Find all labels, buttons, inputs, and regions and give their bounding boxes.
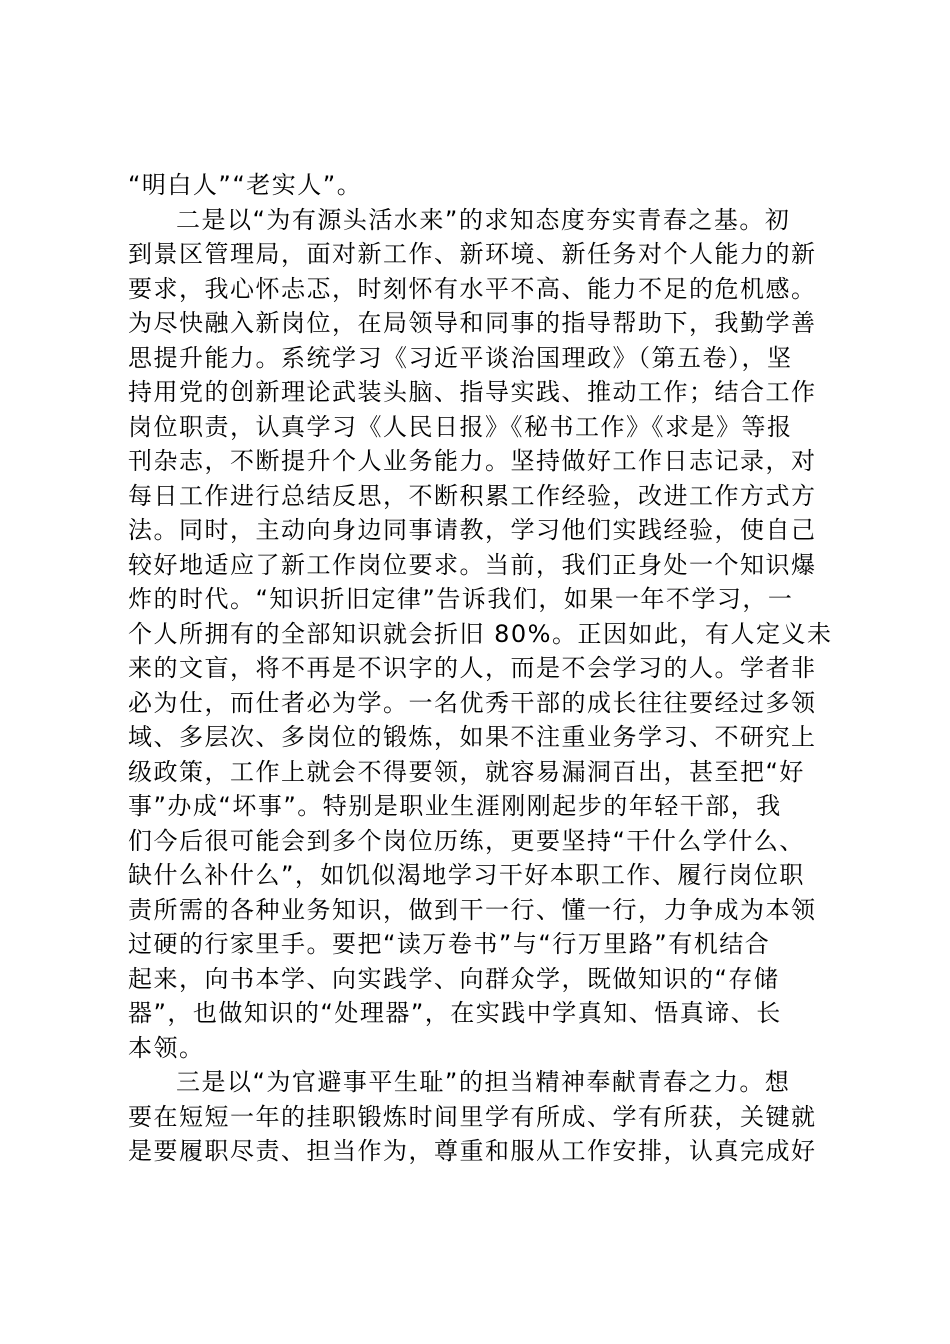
text-line: 较好地适应了新工作岗位要求。当前，我们正身处一个知识爆 xyxy=(128,550,817,579)
text-line: 持用党的创新理论武装头脑、指导实践、推动工作；结合工作 xyxy=(128,378,817,406)
text-line: 炸的时代。“知识折旧定律”告诉我们，如果一年不学习，一 xyxy=(128,585,794,613)
paragraph-3-start: 三是以“为官避事平生耻”的担当精神奉献青春之力。想 xyxy=(176,1068,791,1096)
text-line: 必为仕，而仕者必为学。一名优秀干部的成长往往要经过多领 xyxy=(128,688,817,717)
text-line: 个人所拥有的全部知识就会折旧 80%。正因如此，有人定义未 xyxy=(128,619,833,648)
body-text xyxy=(128,168,833,1169)
text-line: 器”，也做知识的“处理器”，在实践中学真知、悟真谛、长 xyxy=(128,999,782,1027)
text-line: 要在短短一年的挂职锻炼时间里学有所成、学有所获，关键就 xyxy=(128,1102,817,1131)
text-line: 法。同时，主动向身边同事请教，学习他们实践经验，使自己 xyxy=(128,516,817,544)
text-line: 来的文盲，将不再是不识字的人，而是不会学习的人。学者非 xyxy=(128,654,817,682)
text-line: 是要履职尽责、担当作为，尊重和服从工作安排，认真完成好 xyxy=(128,1137,817,1165)
text-line: 到景区管理局，面对新工作、新环境、新任务对个人能力的新 xyxy=(128,240,817,268)
text-line: 们今后很可能会到多个岗位历练，更要坚持“干什么学什么、 xyxy=(128,826,805,855)
text-line: “明白人”“老实人”。 xyxy=(128,171,363,199)
text-line: 责所需的各种业务知识，做到干一行、懂一行，力争成为本领 xyxy=(128,895,817,924)
text-line: 思提升能力。系统学习《习近平谈治国理政》（第五卷），坚 xyxy=(128,343,793,372)
text-line: 刊杂志，不断提升个人业务能力。坚持做好工作日志记录，对 xyxy=(128,447,817,475)
text-line: 岗位职责，认真学习《人民日报》《秘书工作》《求是》等报 xyxy=(128,412,793,441)
text-line: 为尽快融入新岗位，在局领导和同事的指导帮助下，我勤学善 xyxy=(128,309,817,337)
text-line: 域、多层次、多岗位的锻炼，如果不注重业务学习、不研究上 xyxy=(128,723,817,751)
text-line: 本领。 xyxy=(128,1033,205,1062)
text-line: 每日工作进行总结反思，不断积累工作经验，改进工作方式方 xyxy=(128,481,817,510)
text-line: 级政策，工作上就会不得要领，就容易漏洞百出，甚至把“好 xyxy=(128,757,805,786)
text-line: 事”办成“坏事”。特别是职业生涯刚刚起步的年轻干部，我 xyxy=(128,792,782,820)
paragraph-2-start: 二是以“为有源头活水来”的求知态度夯实青春之基。初 xyxy=(176,205,791,234)
text-line: 过硬的行家里手。要把“读万卷书”与“行万里路”有机结合 xyxy=(128,930,771,958)
text-line: 要求，我心怀忐忑，时刻怀有水平不高、能力不足的危机感。 xyxy=(128,274,817,303)
text-line: 缺什么补什么”，如饥似渴地学习干好本职工作、履行岗位职 xyxy=(128,861,805,889)
text-line: 起来，向书本学、向实践学、向群众学，既做知识的“存储 xyxy=(128,964,780,993)
